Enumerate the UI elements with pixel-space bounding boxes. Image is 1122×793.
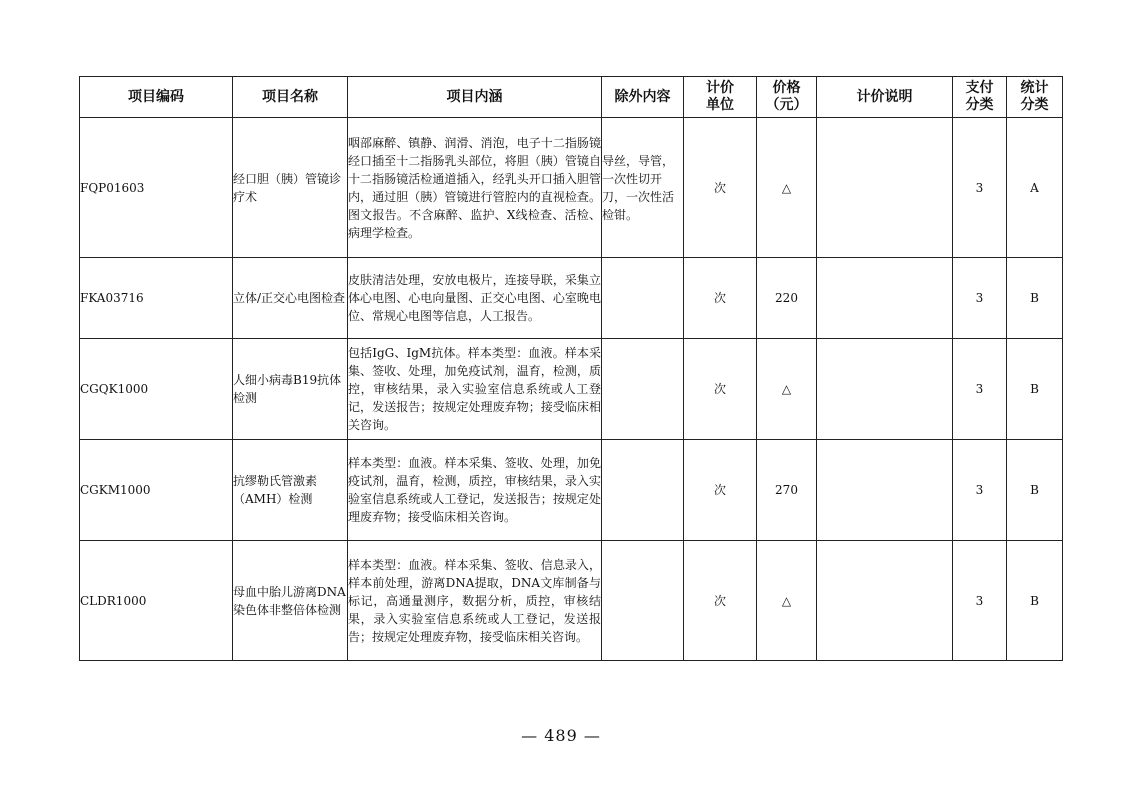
cell-price: △ (757, 541, 817, 661)
cell-unit: 次 (684, 258, 757, 339)
cell-excluded (602, 339, 684, 440)
cell-unit: 次 (684, 118, 757, 258)
cell-excluded: 导丝，导管，一次性切开刀，一次性活检钳。 (602, 118, 684, 258)
header-name: 项目名称 (233, 77, 348, 118)
cell-content: 包括IgG、IgM抗体。样本类型：血液。样本采集、签收、处理，加免疫试剂，温育，检测，质控，审核结果，录入实验室信息系统或人工登记，发送报告；按规定处理废弃物；接受临床相关咨询。 (348, 339, 602, 440)
cell-code: CGKM1000 (80, 440, 233, 541)
cell-unit: 次 (684, 541, 757, 661)
cell-payment: 3 (953, 440, 1007, 541)
header-unit (684, 77, 757, 118)
header-stat-line2: 分类 (1020, 97, 1049, 113)
cell-excluded (602, 440, 684, 541)
cell-code: FQP01603 (80, 118, 233, 258)
cell-code: FKA03716 (80, 258, 233, 339)
cell-stat: B (1007, 258, 1063, 339)
cell-content: 样本类型：血液。样本采集、签收、处理，加免疫试剂，温育，检测，质控，审核结果，录入实验室信息系统或人工登记，发送报告；按规定处理废弃物；接受临床相关咨询。 (348, 440, 602, 541)
header-unit-line1: 计价 (706, 80, 734, 96)
cell-name: 人细小病毒B19抗体检测 (233, 339, 348, 440)
cell-payment: 3 (953, 118, 1007, 258)
cell-code: CLDR1000 (80, 541, 233, 661)
header-pricing-note: 计价说明 (817, 77, 953, 118)
page-number: — 489 — (521, 726, 601, 745)
fee-schedule-table (79, 76, 1063, 661)
cell-content: 皮肤清洁处理，安放电极片，连接导联，采集立体心电图、心电向量图、正交心电图、心室晚电位、常规心电图等信息，人工报告。 (348, 258, 602, 339)
table-row (80, 541, 1063, 661)
cell-code: CGQK1000 (80, 339, 233, 440)
cell-note (817, 118, 953, 258)
header-code: 项目编码 (80, 77, 233, 118)
cell-name: 立体/正交心电图检查 (233, 258, 348, 339)
cell-payment: 3 (953, 541, 1007, 661)
header-price-line1: 价格 (772, 80, 801, 96)
cell-note (817, 440, 953, 541)
header-payment-line2: 分类 (965, 97, 994, 113)
cell-stat: B (1007, 339, 1063, 440)
cell-price: 220 (757, 258, 817, 339)
cell-note (817, 541, 953, 661)
table-row (80, 258, 1063, 339)
table-row (80, 339, 1063, 440)
cell-name: 抗缪勒氏管激素（AMH）检测 (233, 440, 348, 541)
cell-payment: 3 (953, 258, 1007, 339)
cell-price: △ (757, 118, 817, 258)
cell-content: 咽部麻醉、镇静、润滑、消泡，电子十二指肠镜经口插至十二指肠乳头部位，将胆（胰）管镜自十二指肠镜活检通道插入，经乳头开口插入胆管内，通过胆（胰）管镜进行管腔内的直视检查。图文报告。不含麻醉、监护、X线检查、活检、病理学检查。 (348, 118, 602, 258)
cell-stat: B (1007, 541, 1063, 661)
cell-stat: A (1007, 118, 1063, 258)
cell-note (817, 258, 953, 339)
cell-note (817, 339, 953, 440)
header-payment (953, 77, 1007, 118)
cell-unit: 次 (684, 440, 757, 541)
header-price (757, 77, 817, 118)
header-stat-line1: 统计 (1020, 80, 1049, 96)
cell-price: 270 (757, 440, 817, 541)
table-row (80, 118, 1063, 258)
header-stat (1007, 77, 1063, 118)
cell-unit: 次 (684, 339, 757, 440)
cell-stat: B (1007, 440, 1063, 541)
cell-price: △ (757, 339, 817, 440)
cell-payment: 3 (953, 339, 1007, 440)
header-payment-line1: 支付 (965, 80, 994, 96)
cell-name: 母血中胎儿游离DNA染色体非整倍体检测 (233, 541, 348, 661)
header-unit-line2: 单位 (706, 97, 734, 113)
cell-name: 经口胆（胰）管镜诊疗术 (233, 118, 348, 258)
table-row (80, 440, 1063, 541)
cell-excluded (602, 258, 684, 339)
cell-content: 样本类型：血液。样本采集、签收、信息录入，样本前处理，游离DNA提取，DNA文库制备与标记，高通量测序，数据分析，质控，审核结果，录入实验室信息系统或人工登记，发送报告；按规定处理废弃物，接受临床相关咨询。 (348, 541, 602, 661)
header-excluded: 除外内容 (602, 77, 684, 118)
header-row (80, 77, 1063, 118)
header-price-line2: （元） (765, 97, 808, 113)
cell-excluded (602, 541, 684, 661)
header-content: 项目内涵 (348, 77, 602, 118)
